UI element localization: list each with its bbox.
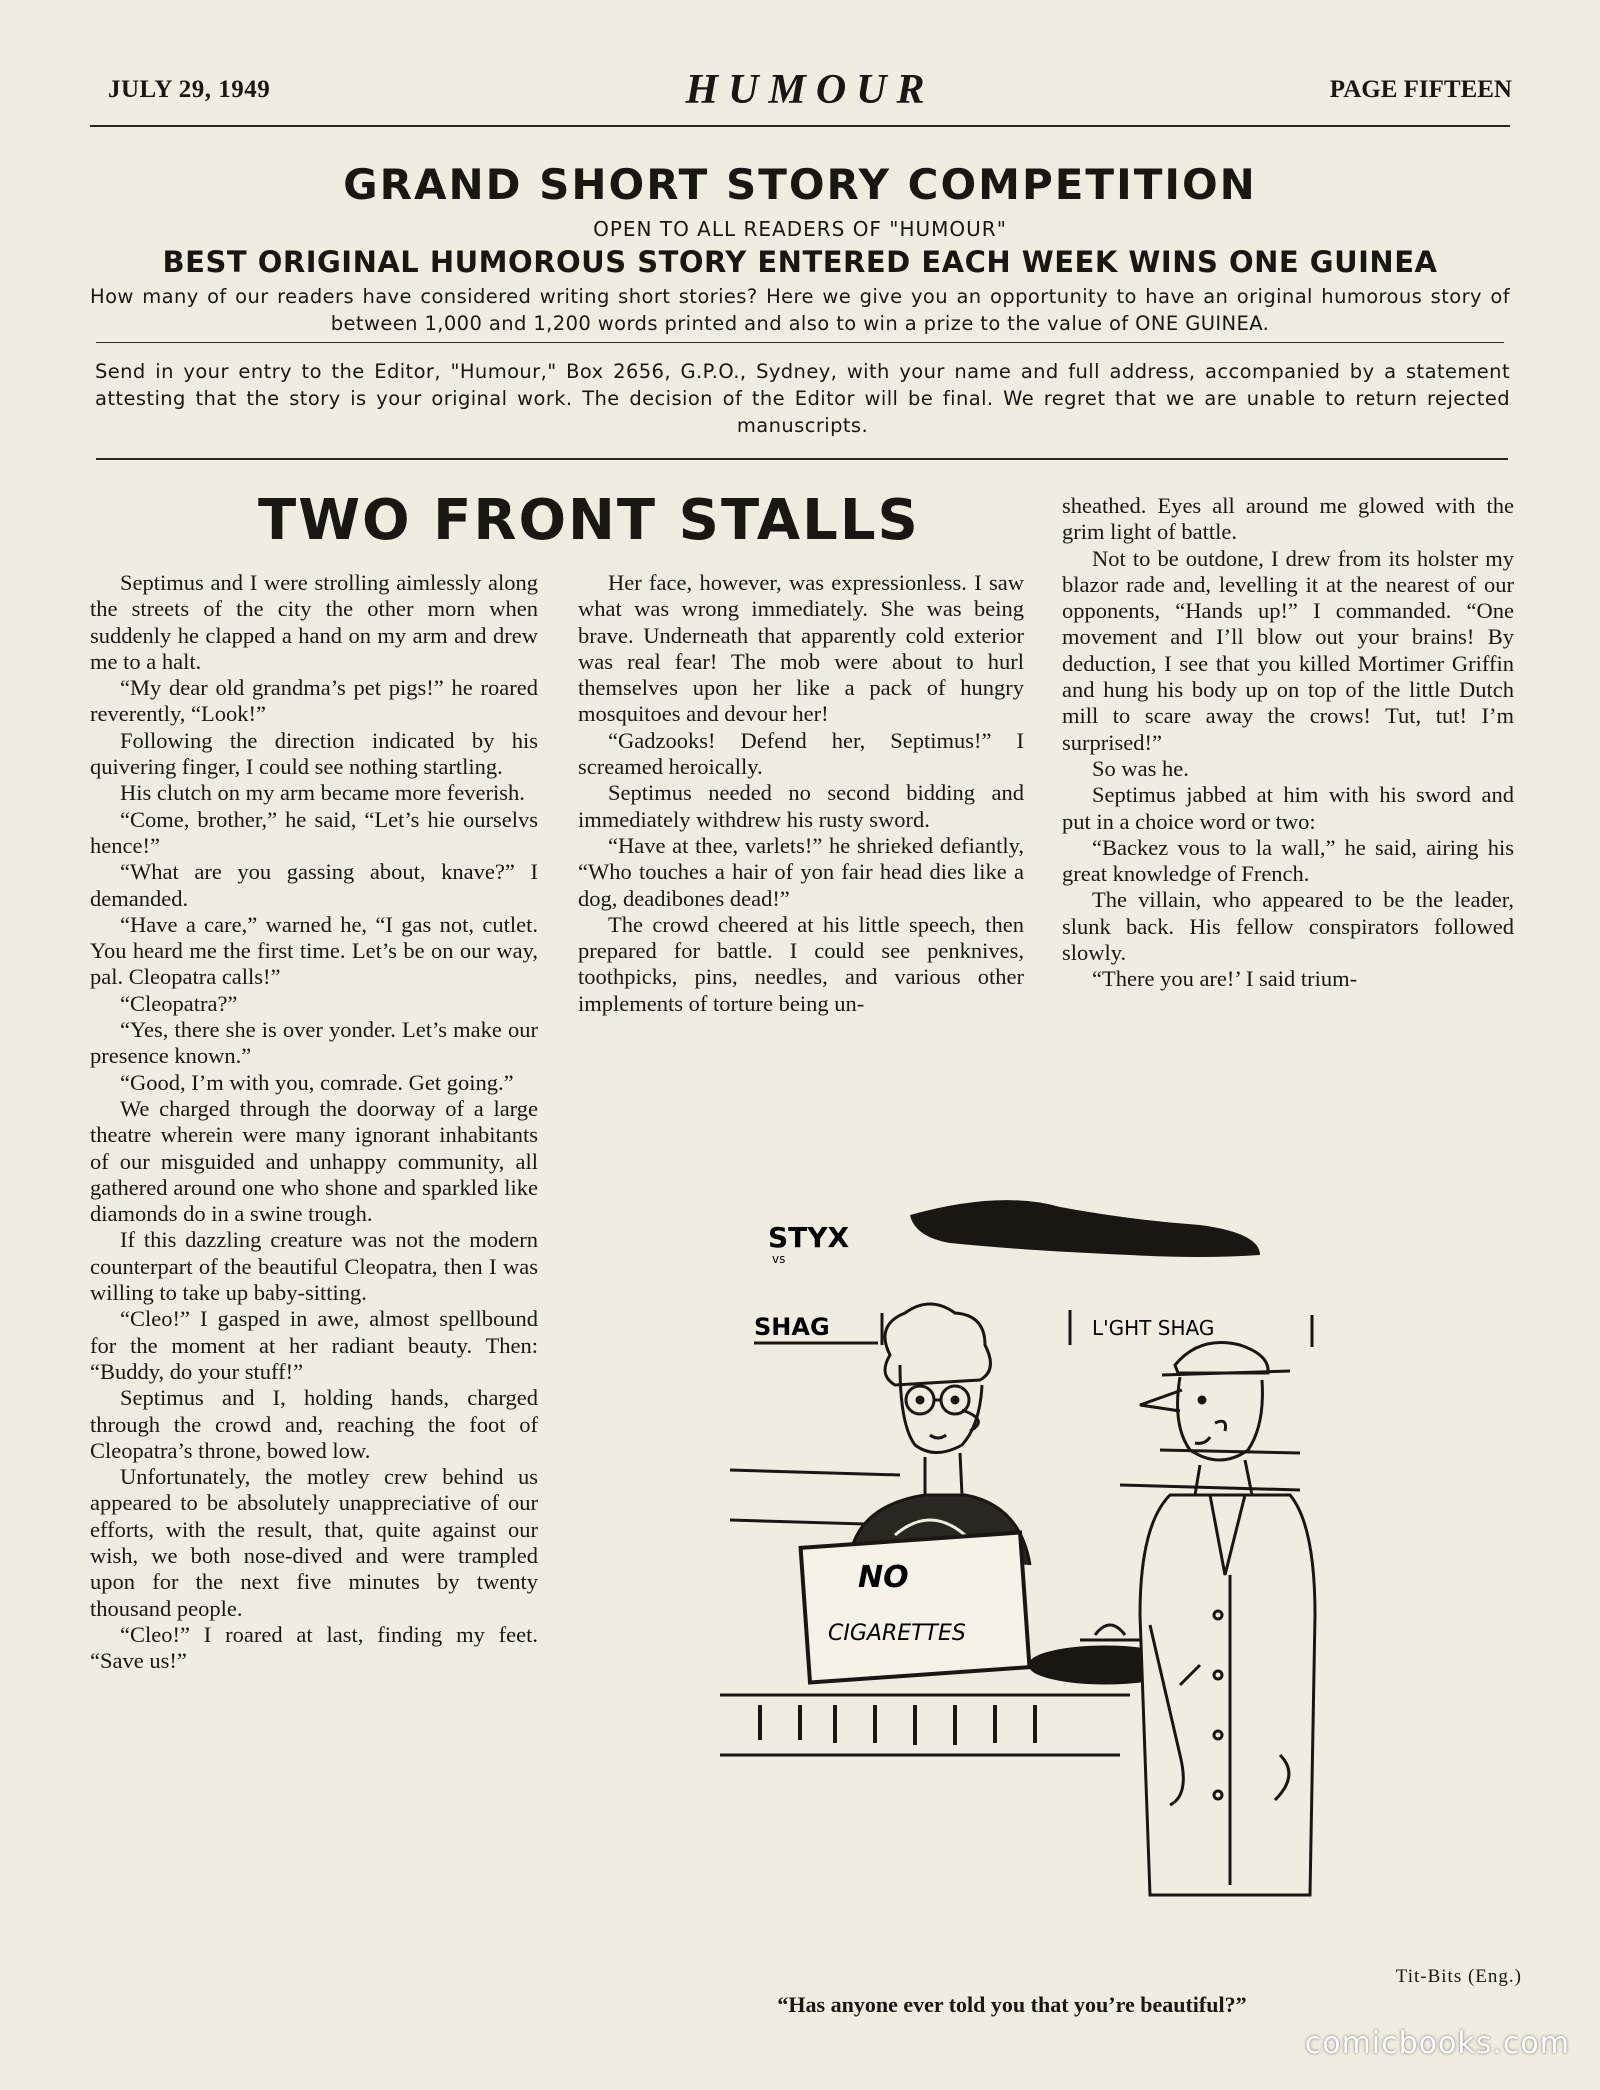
paragraph: Septimus and I were strolling aimlessly along the streets of the city the other morn when suddenly he clapped a hand on my arm and drew me to a halt. [90, 570, 538, 674]
paragraph: “What are you gassing about, knave?” I demanded. [90, 859, 538, 911]
paragraph: sheathed. Eyes all around me glowed with the grim light of battle. [1062, 493, 1514, 545]
cartoon-credit: Tit-Bits (Eng.) [1395, 1966, 1522, 1987]
no-cigarettes-sign [801, 1532, 1030, 1682]
competition-subtitle: OPEN TO ALL READERS OF "HUMOUR" [593, 217, 1007, 241]
paragraph: Her face, however, was expressionless. I saw what was wrong immediately. She was being brave. Underneath that apparently cold exterior was real fear! The mob were about to hurl themselves upon her like a pack of hungry mosquitoes and devour her! [578, 570, 1024, 727]
paragraph: “Have a care,” warned he, “I gas not, cutlet. You heard me the first time. Let’s be on our way, pal. Cleopatra calls!” [90, 911, 538, 990]
paragraph: So was he. [1092, 755, 1189, 781]
paragraph: The villain, who appeared to be the leader, slunk back. His fellow conspirators followed slowly. [1062, 887, 1514, 966]
paragraph: If this dazzling creature was not the modern counterpart of the beautiful Cleopatra, then I was willing to take up baby-sitting. [90, 1227, 538, 1306]
paragraph: “Cleo!” I gasped in awe, almost spellbound for the moment at her radiant beauty. Then: “Buddy, do your stuff!” [90, 1306, 538, 1384]
paragraph: “There you are!’ I said trium- [1092, 966, 1358, 992]
sign-light-shag: L'GHT SHAG [1092, 1316, 1215, 1340]
competition-send-instructions: Send in your entry to the Editor, "Humour," Box 2656, G.P.O., Sydney, with your name and full address, accompanied by a statement attesting that the story is your original work. The decision of the Editor will be final. We regret that we are unable to return rejected manuscripts. [95, 360, 1510, 437]
paragraph: “Backez vous to la wall,” he said, airing his great knowledge of French. [1062, 834, 1514, 887]
masthead [108, 67, 1512, 120]
sign-styx: STYX [768, 1221, 850, 1254]
story-column-3 [1062, 493, 1514, 993]
paragraph: “Come, brother,” he said, “Let’s hie ourselvs hence!” [90, 806, 538, 858]
paragraph: We charged through the doorway of a large theatre wherein were many ignorant inhabitants of our misguided and unhappy community, all gathered around one who shone and sparkled like diamonds do in a swine trough. [90, 1095, 538, 1227]
sign-shag: SHAG [754, 1313, 830, 1341]
story-title: TWO FRONT STALLS [258, 488, 920, 553]
competition-title: GRAND SHORT STORY COMPETITION [343, 160, 1257, 209]
paragraph: “Have at thee, varlets!” he shrieked defiantly, “Who touches a hair of yon fair head dies like a dog, deadibones dead!” [578, 832, 1024, 911]
competition-prize-line: BEST ORIGINAL HUMOROUS STORY ENTERED EACH WEEK WINS ONE GUINEA [162, 245, 1438, 279]
story-rule [96, 458, 1508, 460]
competition-body: How many of our readers have considered writing short stories? Here we give you an opportunity to have an original humorous story of between 1,000 and 1,200 words printed and also to win a prize to the value of ONE GUINEA. [90, 285, 1510, 335]
story-column-2 [578, 570, 1024, 1017]
paragraph: Septimus and I, holding hands, charged through the crowd and, reaching the foot of Cleopatra’s throne, bowed low. [90, 1385, 538, 1463]
paragraph: “Cleo!” I roared at last, finding my feet. “Save us!” [90, 1621, 538, 1674]
paragraph: Septimus needed no second bidding and immediately withdrew his rusty sword. [578, 780, 1024, 832]
site-watermark: comicbooks.com [1304, 2026, 1570, 2061]
paragraph: “Cleopatra?” [120, 990, 238, 1016]
masthead-rule [90, 125, 1510, 127]
sign-no: NO [858, 1560, 909, 1595]
dark-banner-shape [910, 1200, 1260, 1257]
story-column-1 [90, 570, 538, 1674]
issue-date: JULY 29, 1949 [108, 76, 271, 103]
paragraph: “Good, I’m with you, comrade. Get going.” [120, 1069, 514, 1095]
paragraph: “Yes, there she is over yonder. Let’s make our presence known.” [90, 1017, 538, 1069]
paragraph: Following the direction indicated by his quivering finger, I could see nothing startling. [90, 727, 538, 780]
paragraph: The crowd cheered at his little speech, then prepared for battle. I could see penknives, toothpicks, pins, needles, and various other implements of torture being un- [578, 911, 1024, 1016]
paragraph: Septimus jabbed at him with his sword and put in a choice word or two: [1062, 782, 1514, 834]
paragraph: His clutch on my arm became more feverish. [120, 780, 525, 806]
paragraph: Not to be outdone, I drew from its holster my blazor rade and, levelling it at the nearest of our opponents, “Hands up!” I commanded. “One movement and I’ll blow out your brains! By deduction, I see that you killed Mortimer Griffin and hung his body up on top of the little Dutch mill to scare away the crows! Tut, tut! I’m surprised!” [1062, 545, 1514, 755]
paragraph: “Gadzooks! Defend her, Septimus!” I screamed heroically. [578, 727, 1024, 780]
page-number: PAGE FIFTEEN [1329, 76, 1512, 103]
cartoon-illustration [700, 1195, 1400, 1985]
customer-man [1140, 1343, 1315, 1896]
sign-vs: vs [772, 1252, 786, 1266]
paragraph: Unfortunately, the motley crew behind us appeared to be absolutely unappreciative of our efforts, with the result, that, quite against our wish, we both nose-dived and were trampled upon for the next five minutes by twenty thousand people. [90, 1464, 538, 1621]
magazine-title: HUMOUR [685, 67, 935, 113]
cartoon-caption: “Has anyone ever told you that you’re beautiful?” [777, 1992, 1247, 2017]
sign-cigarettes: CIGARETTES [828, 1621, 966, 1646]
competition-notice [90, 160, 1510, 337]
competition-divider [96, 342, 1504, 343]
paragraph: “My dear old grandma’s pet pigs!” he roared reverently, “Look!” [90, 675, 538, 727]
